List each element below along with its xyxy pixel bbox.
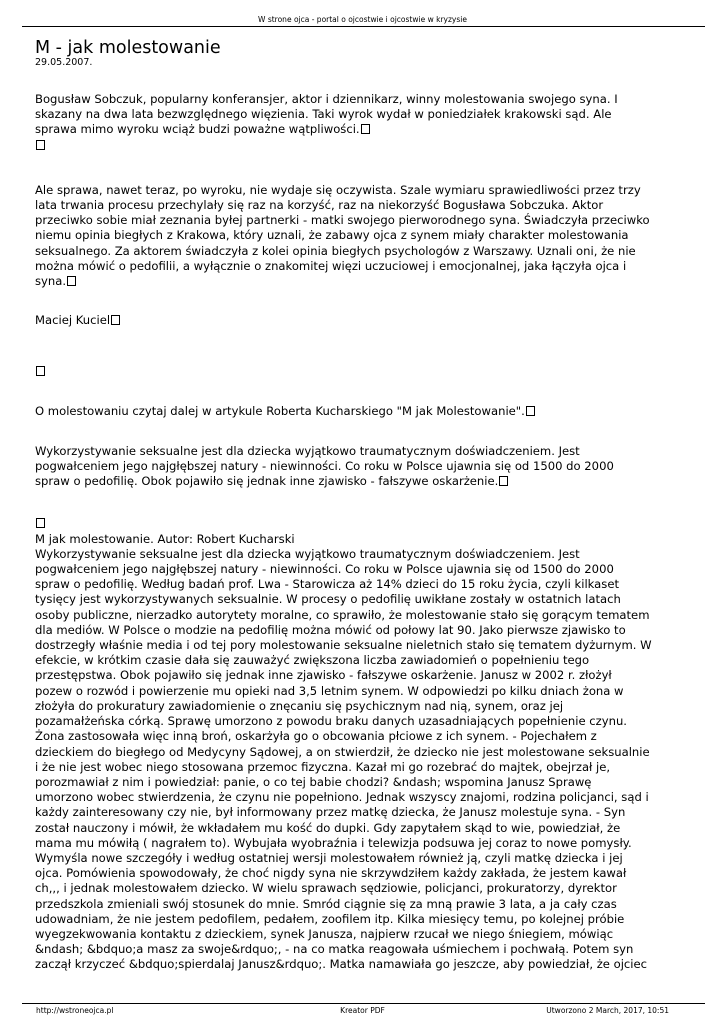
article-body: M jak molestowanie. Autor: Robert Kucharski Wykorzystywanie seksualne jest dla dziecka wyjątkowo traumatycznym doświadczeniem. Jest pogwałceniem jego najgłębszej natury - niewinności. Co roku w Polsce ujawnia się od 1500 do 2000 spraw o pedofilię. Według badań prof. Lwa - Starowicza aż 14% dzieci do 15 roku życia, czyli kilkaset tysięcy jest wykorzystywanych seksualnie. W procesy o pedofilię uwikłane zostały w ostatnich latach osoby publiczne, nierzadko autorytety moralne, co sprawiło, że molestowanie stało się gorącym tematem dla mediów. W Polsce o modzie na pedofilię można mówić od połowy lat 90. Jako pierwsze zjawisko to dostrzegły właśnie media i od tej pory molestowanie seksualne nieletnich stało się tematem dyżurnym. W efekcie, w krótkim czasie dała się zauważyć zwiększona liczba zawiadomień o popełnieniu tego przestępstwa. Obok pojawiło się jednak inne zjawisko - fałszywe oskarżenie. Janusz w 2002 r. złożył pozew o rozwód i powierzenie mu opieki nad 3,5 letnim synem. W odpowiedzi po kilku dniach żona w złożyła do prokuratury zawiadomienie o znęcaniu się psychicznym nad nią, synem, oraz jej pozamałżeńska córką. Sprawę umorzono z powodu braku danych uzasadniających popełnienie czynu. Żona zastosowała więc inną broń, oskarżyła go o obcowania płciowe z ich synem. - Pojechałem z dzieckiem do biegłego od Medycyny Sądowej, a on stwierdził, że dziecko nie jest molestowane seksualnie i że nie jest wobec niego stosowana przemoc fizyczna. Kazał mi go rozebrać do majtek, obejrzał je, porozmawiał z nim i powiedział: panie, o co tej babie chodzi? &ndash; wspomina Janusz Sprawę umorzono wobec stwierdzenia, że czynu nie popełniono. Jednak wszyscy znajomi, rodzina policjanci, sąd i każdy zainteresowany czy nie, był informowany przez matkę dziecka, że Janusz molestuje syna. - Syn został nauczony i mówił, że wkładałem mu kość do dupki. Gdy zapytałem skąd to wie, powiedział, że mama mu mówiłą ( nagrałem to). Wybujała wyobraźnia i telewizja podsuwa jej coraz to nowe pomysły. Wymyśla nowe szczegóły i według ostatniej wersji molestowałem również ją, czyli matkę dziecka i jej ojca. Pomówienia spowodowały, że choć nigdy syna nie skrzywdziłem każdy zakłada, że jestem kawał ch,,, i jednak molestowałem dziecko. W wielu sprawach sędziowie, policjanci, prokuratorzy, dyrektor przedszkola zmieniali swój stosunek do mnie. Smród ciągnie się za mną prawie 3 lata, a ja cały czas udowadniam, że nie jestem pedofilem, pedałem, zoofilem itp. Kilka miesięcy temu, po kolejnej próbie wyegzekwowania kontaktu z dzieckiem, synek Janusza, najpierw rzucał we niego śniegiem, mówiąc &ndash; &bdquo;a masz za swoje&rdquo;, - na co matka reagowała uśmiechem i pochwałą. Potem syn zaczął krzyczeć &bdquo;spierdalaj Janusz&rdquo;. Matka namawiała go jeszcze, aby powiedział, że ojciec (35, 531, 652, 972)
footer-url: http://wstroneojca.pl (36, 1006, 114, 1015)
article-paragraph: Bogusław Sobczuk, popularny konferansjer, aktor i dziennikarz, winny molestowania swojego syna. I skazany na dwa lata bezwzględnego więzienia. Taki wyrok wydał w poniedziałek krakowski sąd. Ale sprawa mimo wyroku wciąż budzi poważne wątpliwości. (35, 92, 695, 153)
article-title: M - jak molestowanie (35, 38, 221, 58)
article-date: 29.05.2007. (35, 57, 93, 68)
missing-glyph-icon (67, 276, 76, 286)
spacer-line (35, 516, 695, 531)
missing-glyph-icon (526, 406, 535, 416)
article (35, 38, 695, 973)
footer-divider (22, 1003, 705, 1004)
missing-glyph-icon (499, 476, 508, 486)
missing-glyph-icon (36, 140, 45, 150)
missing-glyph-icon (111, 315, 120, 325)
missing-glyph-icon (361, 124, 370, 134)
missing-glyph-icon (36, 518, 45, 528)
page-header: W strone ojca - portal o ojcostwie i ojcostwie w kryzysie (258, 15, 467, 24)
article-author: Maciej Kuciel (35, 313, 695, 328)
header-divider (22, 26, 705, 27)
footer-generator: Kreator PDF (340, 1006, 385, 1015)
article-paragraph: O molestowaniu czytaj dalej w artykule Roberta Kucharskiego "M jak Molestowanie". (35, 404, 695, 419)
article-paragraph: Wykorzystywanie seksualne jest dla dziecka wyjątkowo traumatycznym doświadczeniem. Jest pogwałceniem jego najgłębszej natury - niewinności. Co roku w Polsce ujawnia się od 1500 do 2000 spraw o pedofilię. Obok pojawiło się jednak inne zjawisko - fałszywe oskarżenie. (35, 443, 614, 489)
article-paragraph: Ale sprawa, nawet teraz, po wyroku, nie wydaje się oczywista. Szale wymiaru sprawiedliwości przez trzy lata trwania procesu przechylały się raz na korzyść, raz na niekorzyść Bogusława Sobczuka. Aktor przeciwko sobie miał zeznania byłej partnerki - matki swojego pierworodnego syna. Świadczyła przeciwko niemu opinia biegłych z Krakowa, który uznali, że zabawy ojca z synem miały charakter molestowania seksualnego. Za aktorem świadczyła z kolei opinia biegłych psychologów z Warszawy. Uznali oni, że nie można mówić o pedofilii, a wyłącznie o znakomitej więzi uczuciowej i emocjonalnej, jaka łączyła ojca i syna. (35, 182, 650, 289)
footer-created: Utworzono 2 March, 2017, 10:51 (546, 1006, 669, 1015)
spacer-line (35, 364, 695, 379)
missing-glyph-icon (36, 366, 45, 376)
